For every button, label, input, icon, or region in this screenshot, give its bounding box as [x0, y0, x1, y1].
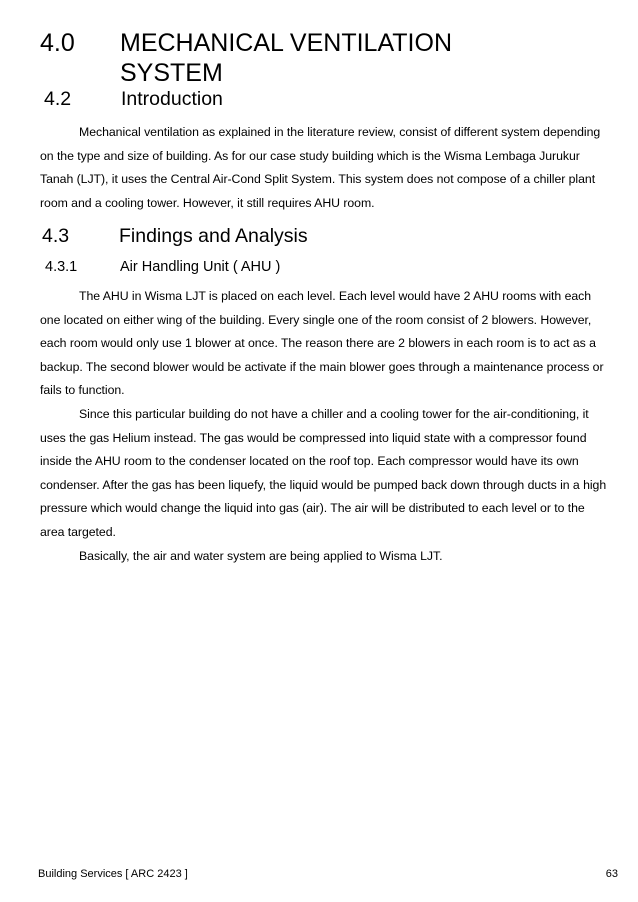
chapter-title-line1: MECHANICAL VENTILATION — [120, 29, 452, 57]
subsection-ahu-title: Air Handling Unit ( AHU ) — [120, 259, 281, 275]
ahu-paragraph-1-text: The AHU in Wisma LJT is placed on each level. Each level would have 2 AHU rooms with each one located on either wing of the building. Every single one of the room consist of 2 blowers. However, each room would only use 1 blower at once. The reason there are 2 blowers in each room is to act as a backup. The second blower would be activate if the main blower goes through a maintenance process or fails to function. — [40, 289, 604, 398]
section-intro-number: 4.2 — [44, 88, 72, 110]
chapter-title — [120, 28, 540, 88]
ahu-paragraph-3-text: Basically, the air and water system are being applied to Wisma LJT. — [79, 548, 443, 563]
intro-paragraph-text: Mechanical ventilation as explained in the literature review, consist of different system depending on the type and size of building. As for our case study building which is the Wisma Lembaga Jurukur Tanah (LJT), it uses the Central Air-Cond Split System. This system does not compose of a chiller plant room and a cooling tower. However, it still requires AHU room. — [40, 125, 601, 210]
ahu-paragraph-1 — [40, 285, 610, 403]
ahu-paragraph-2-text: Since this particular building do not have a chiller and a cooling tower for the air-conditioning, it uses the gas Helium instead. The gas would be compressed into liquid state with a compressor found inside the AHU room to the condenser located on the roof top. Each compressor would have its own condenser. After the gas has been liquefy, the liquid would be pumped back down through ducts in a high pressure which would change the liquid into gas (air). The air will be distributed to each level or to the area targeted. — [40, 406, 607, 539]
section-findings-title: Findings and Analysis — [119, 225, 308, 247]
footer-course: Building Services [ ARC 2423 ] — [38, 868, 188, 880]
ahu-paragraph-2 — [40, 403, 610, 545]
chapter-number: 4.0 — [40, 29, 75, 57]
ahu-paragraph — [40, 285, 610, 568]
subsection-ahu-number: 4.3.1 — [45, 259, 78, 275]
section-findings-number: 4.3 — [42, 225, 70, 247]
chapter-title-line2: SYSTEM — [120, 59, 223, 87]
intro-paragraph — [40, 121, 610, 215]
ahu-paragraph-3 — [40, 545, 610, 569]
section-intro-title: Introduction — [121, 88, 223, 110]
page-number: 63 — [605, 868, 618, 880]
